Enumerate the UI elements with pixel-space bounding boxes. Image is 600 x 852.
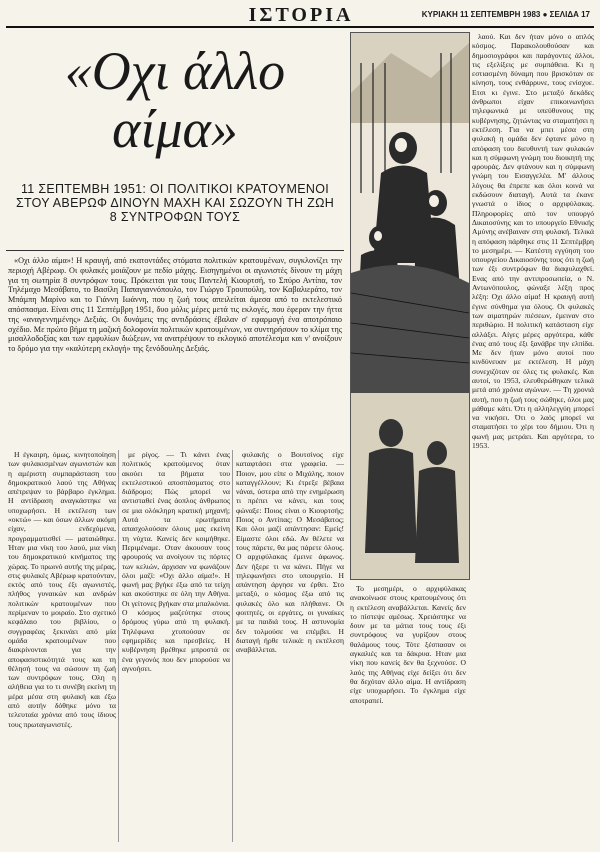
- text-column-3: [236, 450, 344, 842]
- column-paragraph: με ρίγος. — Τι κάνει ένας πολιτικός κρατούμενος όταν ακούει τα βήματα του εκτελεστικού αποσπάσματος στο διάδρομο; Πώς μπορεί να αντισταθεί ένας άοπλος άνθρωπος σε μια ολόκληρη κρατική μηχανή; Αυτά τα ερωτήματα απασχολούσαν όλους μας εκείνη τη νύχτα. Κανείς δεν κοιμήθηκε. Περιμέναμε. Οταν άκουσαν τους φρουρούς να ανοίγουν τις πόρτες των κελιών, άρχισαν να φωνάζουν όλοι μαζί: «Οχι άλλο αίμα!». Η φωνή μας βγήκε έξω από τα τείχη και ακούστηκε σε όλη την Αθήνα. Οι γείτονες βγήκαν στα μπαλκόνια. Ο κόσμος μαζεύτηκε στους δρόμους γύρω από τη φυλακή. Τηλέφωνα χτυπούσαν σε εφημερίδες και πρεσβείες. Η κυβέρνηση βρέθηκε μπροστά σε ένα γεγονός που δεν μπορούσε να αγνοήσει.: [122, 450, 230, 673]
- text-column-1: [8, 450, 116, 842]
- section-title: ΙΣΤΟΡΙΑ: [248, 4, 354, 26]
- column-paragraph: Το μεσημέρι, ο αρχιφύλακας ανακοίνωσε στους κρατουμένους ότι η εκτέλεση αναβάλλεται. Κανείς δεν το πίστεψε αμέσως. Χρειάστηκε να δουν με τα μάτια τους τους έξι συντρόφους να γυρίζουν στους θαλάμους τους. Τότε ξέσπασαν οι αγκαλιές και τα δάκρυα. Ηταν μια νίκη που κανείς δεν θα ξεχνούσε. Ο λαός της Αθήνας είχε δείξει ότι δεν θα δεχόταν άλλο αίμα. Η αντίδραση είχε υποχωρήσει. Το έγκλημα είχε αποτραπεί.: [350, 584, 466, 705]
- article-headline: «Οχι άλλο αίμα»: [64, 41, 286, 159]
- lead-paragraph: «Οχι άλλο αίμα»! Η κραυγή, από εκατοντάδες στόματα πολιτικών κρατουμένων, συγκλονίζει την περιοχή Αβέρωφ. Οι φυλακές μοιάζουν με πεδίο μάχης. Εισηγημένοι οι αγωνιστές δίνουν τη μάχη για τη σωτηρία 8 συντρόφων τους. Πρόκειται για τους Παντελή Κιουρτσή, το Σπύρο Αντίπα, τον Τηλέμαχο Μεσάβατο, το Βασίλη Παπαγιαννόπουλο, τον Γιώργο Τρουπούλη, τον Καβαλιεράτο, τον Μπάμπη Μαρίνο και το Γιάννη Ιωάννη, που η ζωή τους απειλείται άμεσα από το εκτελεστικό απόσπασμα. Είναι στις 11 Σεπτέμβρη 1951, δυο μόλις μέρες μετά τις εκλογές, που έφεραν την ήττα της «αναγεννημένης» Δεξιάς. Οι δυνάμεις της αντιδράσεις έβαλαν σ' εφαρμογή ένα αποτρόπαιο σχέδιο. Με πρώτο βήμα τη μαζική δολοφονία πολιτικών κρατουμένων, να συντηρήσουν το κλίμα της μισαλλοδοξίας και των εμφυλίων διώξεων, να ανατρέψουν το εκλογικό αποτέλεσμα και ν' ανοίξουν το δρόμο για την «καλύτερη εκλογή» της ξενόδουλης Δεξιάς.: [8, 256, 342, 354]
- article-lead: [8, 256, 342, 442]
- column-paragraph: Η έγκαιρη, όμως, κινητοποίηση των φυλακισμένων αγωνιστών και η αμέριστη συμπαράσταση του δημοκρατικού λαού της Αθήνας απέτρεψαν το βάρβαρο έγκλημα. Η αντίδραση αναγκάστηκε να υποχωρήσει. Η εκτέλεση των «οκτώ» — και όσων άλλων ακόμη είχαν, ενδεχόμενα, προγραμματισθεί — ματαιώθηκε. Ήταν μια νίκη του λαού, μια νίκη του δημοκρατικού κινήματος της χώρας. Το πρωινό αυτής της μέρας, στις φυλακές Αβέρωφ κρατούνταν, εκτός από τους έξι αγωνιστές, πλήθος γυναικών και ανδρών πολιτικών κρατουμένων που περίμεναν το μοιραίο. Στο σχετικό κεφάλαιο του βιβλίου, ο συγγραφέας ξεκινάει από μία ομάδα κρατουμένων που διακρίνονται για την αποφασιστικότητά τους και τη θέλησή τους να σώσουν τη ζωή των συντρόφων τους. Ολη η αλήθεια για το τι συνέβη εκείνη τη μέρα μέσα στη φυλακή και έξω από αυτήν δόθηκε μόνο τα τελευταία χρόνια από τους ίδιους τους πρωταγωνιστές.: [8, 450, 116, 729]
- dateline: ΚΥΡΙΑΚΗ 11 ΣΕΠΤΕΜΒΡΗ 1983 ● ΣΕΛΙΔΑ 17: [421, 10, 590, 19]
- column-paragraph: λαού. Και δεν ήταν μόνο ο απλός κόσμος. Παρακολουθούσαν και δημοσιογράφοι και παράγοντες άλλοι, τις εξελίξεις με συμπάθεια. Κι η εστιασμένη δύναμη που βρισκόταν σε κίνηση, τους ενθάρρυνε, τους ενίσχυε. Ετσι κι έγινε. Στο μεταξύ δεκάδες άνθρωποι είχαν επικοινωνήσει τηλεφωνικά με υπεύθυνους της κυβέρνησης, ζητώντας να σταματήσει η εκτέλεση. Για να μπει μέσα στη φυλακή η ομάδα δεν έφτανε μόνο η απόφαση του διευθυντή των φυλακών και η σύμφωνη γνώμη του διοικητή της φρουράς. Δεν φτάνουν και η σύμφωνη γνώμη του Εισαγγελέα. Μ' άλλους λόγους θα έπρεπε και όλοι κοινά να εκδώσουν διαταγή. Αυτά τα έκανε γνωστά ο ίδιος ο αρχιφύλακας. Πληροφορίες από τον υπουργό Δικαιοσύνης και το υπουργείο Εθνικής Αμύνης ανέβαιναν στη φυλακή. Τελικά η απόφαση πάρθηκε στις 11 Σεπτέμβρη το μεσημέρι. — Κατέστη εγγύηση του υπουργείου Δικαιοσύνης τους ότι η ζωή των έξι συντρόφων θα διαφυλαχθεί. Ενας από την αντιπροσωπεία, ο Ν. Αντωνόπουλος, φώναξε λέξη προς λέξη: Οχι άλλο αίμα! Η κραυγή αυτή έγινε σύνθημα για όλους. Οι φυλακές των αιματηρών πιέσεων, έμειναν στο περιθώριο. Η πολιτική κατάσταση είχε αλλάξει. Αίγες μέρες αργότερα, κάθε ένας από τους έξι ξανάβρε την ελπίδα. Με δεν ήταν μόνο αυτοί που κινδύνευαν με εκτέλεση. Η μάχη συνεχιζόταν σε όλες τις φυλακές. Και αυτοί, το 1953, ελευθερώθηκαν τελικά μετά από χρόνια αγώνων. — Τη χρονιά αυτή, που η ζωή τους σώθηκε, όλοι μας μάθαμε κάτι. Ότι η αλληλεγγύη μπορεί να νικήσει. Ότι ο λαός μπορεί να σταματήσει το χέρι του δήμιου. Ότι η φωνή μας μετράει. Και αργότερα, το 1953.: [472, 32, 594, 451]
- prison-scene-illustration: [351, 33, 469, 579]
- divider: [6, 250, 344, 251]
- column-divider: [232, 450, 233, 842]
- page-header: [6, 4, 594, 28]
- text-column-5: [472, 32, 594, 842]
- text-column-4: [350, 584, 466, 842]
- article-subhead: 11 ΣΕΠΤΕΜΒΗ 1951: ΟΙ ΠΟΛΙΤΙΚΟΙ ΚΡΑΤΟΥΜΕΝΟΙ ΣΤΟΥ ΑΒΕΡΩΦ ΔΙΝΟΥΝ ΜΑΧΗ ΚΑΙ ΣΩΖΟΥΝ ΤΗ ΖΩΗ 8 ΣΥΝΤΡΟΦΩΝ ΤΟΥΣ: [15, 182, 335, 224]
- column-paragraph: φυλακής ο Βουτσίνος είχε καταφτάσει στα γραφεία. — Ποιον, μου είπε ο Μιχάλης, ποιον καταγγέλλουν; Κι έτρεξε βέβαια νάναι, ύστερα από την ενημέρωση τι πρέπει να κάνει, και τους φώναξε: Ποιος είναι ο Κιουρτσής; Ποιος ο Αντίπας; Ο Μεσάβατος; Και όλοι μαζί απάντησαν: Εμείς! Είμαστε όλοι εδώ. Αν θέλετε να τους πάρετε, θα μας πάρετε όλους. Ο αρχιφύλακας έμεινε άφωνος. Δεν ήξερε τι να κάνει. Πήγε να τηλεφωνήσει στο υπουργείο. Η απάντηση άργησε να έρθει. Στο μεταξύ, ο κόσμος έξω από τις φυλακές όλο και πλήθαινε. Οι φοιτητές, οι εργάτες, οι γυναίκες με τα παιδιά τους. Η αστυνομία δεν τολμούσε να επέμβει. Η διαταγή ήρθε τελικά: η εκτέλεση αναβάλλεται.: [236, 450, 344, 655]
- column-divider: [118, 450, 119, 842]
- illustration-image: [350, 32, 470, 580]
- text-column-2: [122, 450, 230, 842]
- newspaper-page: [6, 4, 594, 846]
